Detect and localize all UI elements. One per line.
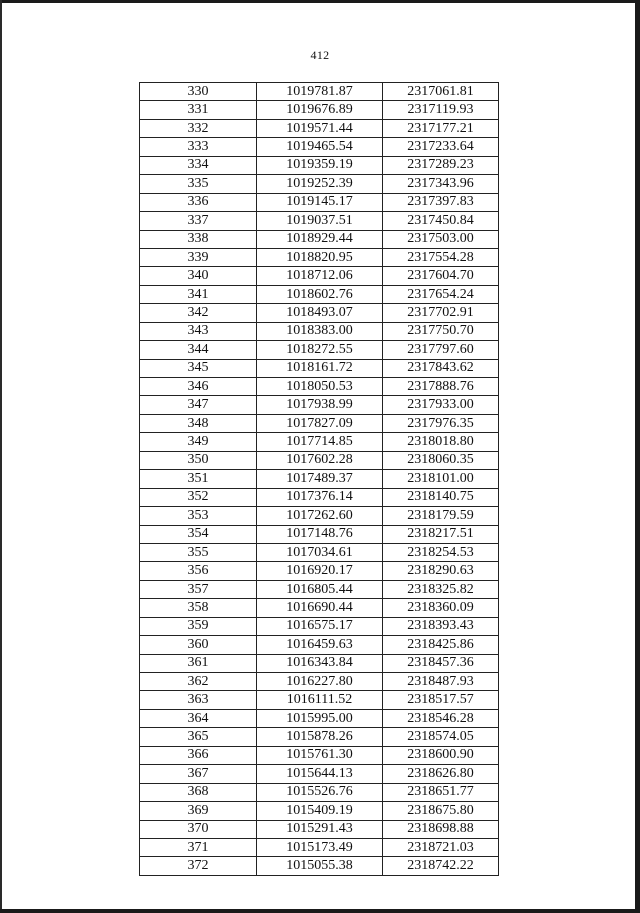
y-coordinate-cell: 2317604.70 xyxy=(383,267,499,285)
y-coordinate-cell: 2318290.63 xyxy=(383,562,499,580)
y-coordinate-cell: 2318217.51 xyxy=(383,525,499,543)
x-coordinate-cell: 1015291.43 xyxy=(257,820,383,838)
y-coordinate-cell: 2318018.80 xyxy=(383,433,499,451)
x-coordinate-cell: 1017489.37 xyxy=(257,470,383,488)
table-row xyxy=(140,507,499,525)
table-row xyxy=(140,562,499,580)
y-coordinate-cell: 2318457.36 xyxy=(383,654,499,672)
x-coordinate-cell: 1018820.95 xyxy=(257,248,383,266)
table-row xyxy=(140,156,499,174)
x-coordinate-cell: 1016459.63 xyxy=(257,636,383,654)
point-number-cell: 341 xyxy=(140,285,257,303)
y-coordinate-cell: 2317750.70 xyxy=(383,322,499,340)
x-coordinate-cell: 1018493.07 xyxy=(257,304,383,322)
x-coordinate-cell: 1016690.44 xyxy=(257,599,383,617)
point-number-cell: 365 xyxy=(140,728,257,746)
table-row xyxy=(140,359,499,377)
x-coordinate-cell: 1015173.49 xyxy=(257,838,383,856)
y-coordinate-cell: 2318101.00 xyxy=(383,470,499,488)
table-row xyxy=(140,580,499,598)
x-coordinate-cell: 1018050.53 xyxy=(257,378,383,396)
y-coordinate-cell: 2318651.77 xyxy=(383,783,499,801)
point-number-cell: 356 xyxy=(140,562,257,580)
y-coordinate-cell: 2318179.59 xyxy=(383,507,499,525)
table-row xyxy=(140,728,499,746)
y-coordinate-cell: 2317397.83 xyxy=(383,193,499,211)
y-coordinate-cell: 2317450.84 xyxy=(383,212,499,230)
table-row xyxy=(140,488,499,506)
point-number-cell: 370 xyxy=(140,820,257,838)
y-coordinate-cell: 2318360.09 xyxy=(383,599,499,617)
x-coordinate-cell: 1017602.28 xyxy=(257,451,383,469)
scan-border-left xyxy=(0,0,2,913)
point-number-cell: 359 xyxy=(140,617,257,635)
x-coordinate-cell: 1016111.52 xyxy=(257,691,383,709)
table-row xyxy=(140,322,499,340)
y-coordinate-cell: 2317554.28 xyxy=(383,248,499,266)
y-coordinate-cell: 2317289.23 xyxy=(383,156,499,174)
x-coordinate-cell: 1019781.87 xyxy=(257,83,383,101)
table-row xyxy=(140,119,499,137)
table-row xyxy=(140,709,499,727)
x-coordinate-cell: 1015878.26 xyxy=(257,728,383,746)
point-number-cell: 332 xyxy=(140,119,257,137)
y-coordinate-cell: 2317119.93 xyxy=(383,101,499,119)
point-number-cell: 331 xyxy=(140,101,257,119)
x-coordinate-cell: 1018272.55 xyxy=(257,341,383,359)
table-row xyxy=(140,378,499,396)
x-coordinate-cell: 1019359.19 xyxy=(257,156,383,174)
point-number-cell: 346 xyxy=(140,378,257,396)
point-number-cell: 358 xyxy=(140,599,257,617)
point-number-cell: 362 xyxy=(140,673,257,691)
point-number-cell: 339 xyxy=(140,248,257,266)
page-number: 412 xyxy=(310,48,330,62)
point-number-cell: 350 xyxy=(140,451,257,469)
table-row xyxy=(140,230,499,248)
table-row xyxy=(140,691,499,709)
point-number-cell: 367 xyxy=(140,765,257,783)
y-coordinate-cell: 2317343.96 xyxy=(383,175,499,193)
x-coordinate-cell: 1015526.76 xyxy=(257,783,383,801)
table-row xyxy=(140,212,499,230)
scan-border-right xyxy=(635,0,640,913)
y-coordinate-cell: 2318060.35 xyxy=(383,451,499,469)
table-row xyxy=(140,802,499,820)
x-coordinate-cell: 1016343.84 xyxy=(257,654,383,672)
y-coordinate-cell: 2317976.35 xyxy=(383,414,499,432)
x-coordinate-cell: 1018712.06 xyxy=(257,267,383,285)
table-row xyxy=(140,83,499,101)
table-row xyxy=(140,765,499,783)
point-number-cell: 334 xyxy=(140,156,257,174)
table-row xyxy=(140,673,499,691)
point-number-cell: 330 xyxy=(140,83,257,101)
point-number-cell: 357 xyxy=(140,580,257,598)
x-coordinate-cell: 1018383.00 xyxy=(257,322,383,340)
coordinates-table xyxy=(139,82,499,876)
table-row xyxy=(140,193,499,211)
point-number-cell: 355 xyxy=(140,543,257,561)
point-number-cell: 353 xyxy=(140,507,257,525)
x-coordinate-cell: 1017262.60 xyxy=(257,507,383,525)
y-coordinate-cell: 2317503.00 xyxy=(383,230,499,248)
point-number-cell: 348 xyxy=(140,414,257,432)
x-coordinate-cell: 1017714.85 xyxy=(257,433,383,451)
point-number-cell: 366 xyxy=(140,746,257,764)
x-coordinate-cell: 1018929.44 xyxy=(257,230,383,248)
x-coordinate-cell: 1018602.76 xyxy=(257,285,383,303)
y-coordinate-cell: 2318425.86 xyxy=(383,636,499,654)
x-coordinate-cell: 1019571.44 xyxy=(257,119,383,137)
table-row xyxy=(140,617,499,635)
table-row xyxy=(140,636,499,654)
y-coordinate-cell: 2317233.64 xyxy=(383,138,499,156)
table-row xyxy=(140,525,499,543)
y-coordinate-cell: 2317177.21 xyxy=(383,119,499,137)
table-row xyxy=(140,654,499,672)
x-coordinate-cell: 1019145.17 xyxy=(257,193,383,211)
y-coordinate-cell: 2318140.75 xyxy=(383,488,499,506)
y-coordinate-cell: 2317843.62 xyxy=(383,359,499,377)
x-coordinate-cell: 1019037.51 xyxy=(257,212,383,230)
x-coordinate-cell: 1019676.89 xyxy=(257,101,383,119)
scan-border-top xyxy=(0,0,640,3)
point-number-cell: 338 xyxy=(140,230,257,248)
table-row xyxy=(140,341,499,359)
x-coordinate-cell: 1019465.54 xyxy=(257,138,383,156)
y-coordinate-cell: 2317702.91 xyxy=(383,304,499,322)
y-coordinate-cell: 2317933.00 xyxy=(383,396,499,414)
point-number-cell: 342 xyxy=(140,304,257,322)
table-row xyxy=(140,857,499,875)
x-coordinate-cell: 1015761.30 xyxy=(257,746,383,764)
y-coordinate-cell: 2317797.60 xyxy=(383,341,499,359)
x-coordinate-cell: 1015409.19 xyxy=(257,802,383,820)
y-coordinate-cell: 2318546.28 xyxy=(383,709,499,727)
point-number-cell: 351 xyxy=(140,470,257,488)
x-coordinate-cell: 1017034.61 xyxy=(257,543,383,561)
y-coordinate-cell: 2318574.05 xyxy=(383,728,499,746)
point-number-cell: 345 xyxy=(140,359,257,377)
y-coordinate-cell: 2317888.76 xyxy=(383,378,499,396)
y-coordinate-cell: 2317654.24 xyxy=(383,285,499,303)
point-number-cell: 372 xyxy=(140,857,257,875)
y-coordinate-cell: 2318721.03 xyxy=(383,838,499,856)
point-number-cell: 371 xyxy=(140,838,257,856)
x-coordinate-cell: 1017148.76 xyxy=(257,525,383,543)
x-coordinate-cell: 1015055.38 xyxy=(257,857,383,875)
point-number-cell: 364 xyxy=(140,709,257,727)
y-coordinate-cell: 2318626.80 xyxy=(383,765,499,783)
point-number-cell: 360 xyxy=(140,636,257,654)
y-coordinate-cell: 2318517.57 xyxy=(383,691,499,709)
y-coordinate-cell: 2317061.81 xyxy=(383,83,499,101)
x-coordinate-cell: 1017376.14 xyxy=(257,488,383,506)
table-row xyxy=(140,451,499,469)
y-coordinate-cell: 2318325.82 xyxy=(383,580,499,598)
point-number-cell: 363 xyxy=(140,691,257,709)
x-coordinate-cell: 1016227.80 xyxy=(257,673,383,691)
point-number-cell: 352 xyxy=(140,488,257,506)
point-number-cell: 340 xyxy=(140,267,257,285)
table-row xyxy=(140,746,499,764)
table-row xyxy=(140,396,499,414)
point-number-cell: 337 xyxy=(140,212,257,230)
x-coordinate-cell: 1015644.13 xyxy=(257,765,383,783)
table-row xyxy=(140,138,499,156)
table-row xyxy=(140,470,499,488)
x-coordinate-cell: 1016920.17 xyxy=(257,562,383,580)
x-coordinate-cell: 1019252.39 xyxy=(257,175,383,193)
y-coordinate-cell: 2318698.88 xyxy=(383,820,499,838)
table-row xyxy=(140,267,499,285)
table-row xyxy=(140,285,499,303)
point-number-cell: 336 xyxy=(140,193,257,211)
x-coordinate-cell: 1017938.99 xyxy=(257,396,383,414)
table-row xyxy=(140,838,499,856)
point-number-cell: 354 xyxy=(140,525,257,543)
point-number-cell: 368 xyxy=(140,783,257,801)
point-number-cell: 347 xyxy=(140,396,257,414)
y-coordinate-cell: 2318254.53 xyxy=(383,543,499,561)
coordinates-table-body xyxy=(140,83,499,876)
table-row xyxy=(140,175,499,193)
y-coordinate-cell: 2318487.93 xyxy=(383,673,499,691)
y-coordinate-cell: 2318742.22 xyxy=(383,857,499,875)
table-row xyxy=(140,783,499,801)
y-coordinate-cell: 2318600.90 xyxy=(383,746,499,764)
table-row xyxy=(140,599,499,617)
table-row xyxy=(140,101,499,119)
point-number-cell: 344 xyxy=(140,341,257,359)
x-coordinate-cell: 1015995.00 xyxy=(257,709,383,727)
table-row xyxy=(140,304,499,322)
x-coordinate-cell: 1016575.17 xyxy=(257,617,383,635)
table-row xyxy=(140,433,499,451)
table-row xyxy=(140,543,499,561)
scan-border-bottom xyxy=(0,909,640,913)
point-number-cell: 335 xyxy=(140,175,257,193)
table-row xyxy=(140,820,499,838)
x-coordinate-cell: 1017827.09 xyxy=(257,414,383,432)
y-coordinate-cell: 2318393.43 xyxy=(383,617,499,635)
table-row xyxy=(140,414,499,432)
x-coordinate-cell: 1018161.72 xyxy=(257,359,383,377)
point-number-cell: 333 xyxy=(140,138,257,156)
table-row xyxy=(140,248,499,266)
x-coordinate-cell: 1016805.44 xyxy=(257,580,383,598)
point-number-cell: 361 xyxy=(140,654,257,672)
point-number-cell: 349 xyxy=(140,433,257,451)
point-number-cell: 343 xyxy=(140,322,257,340)
y-coordinate-cell: 2318675.80 xyxy=(383,802,499,820)
point-number-cell: 369 xyxy=(140,802,257,820)
